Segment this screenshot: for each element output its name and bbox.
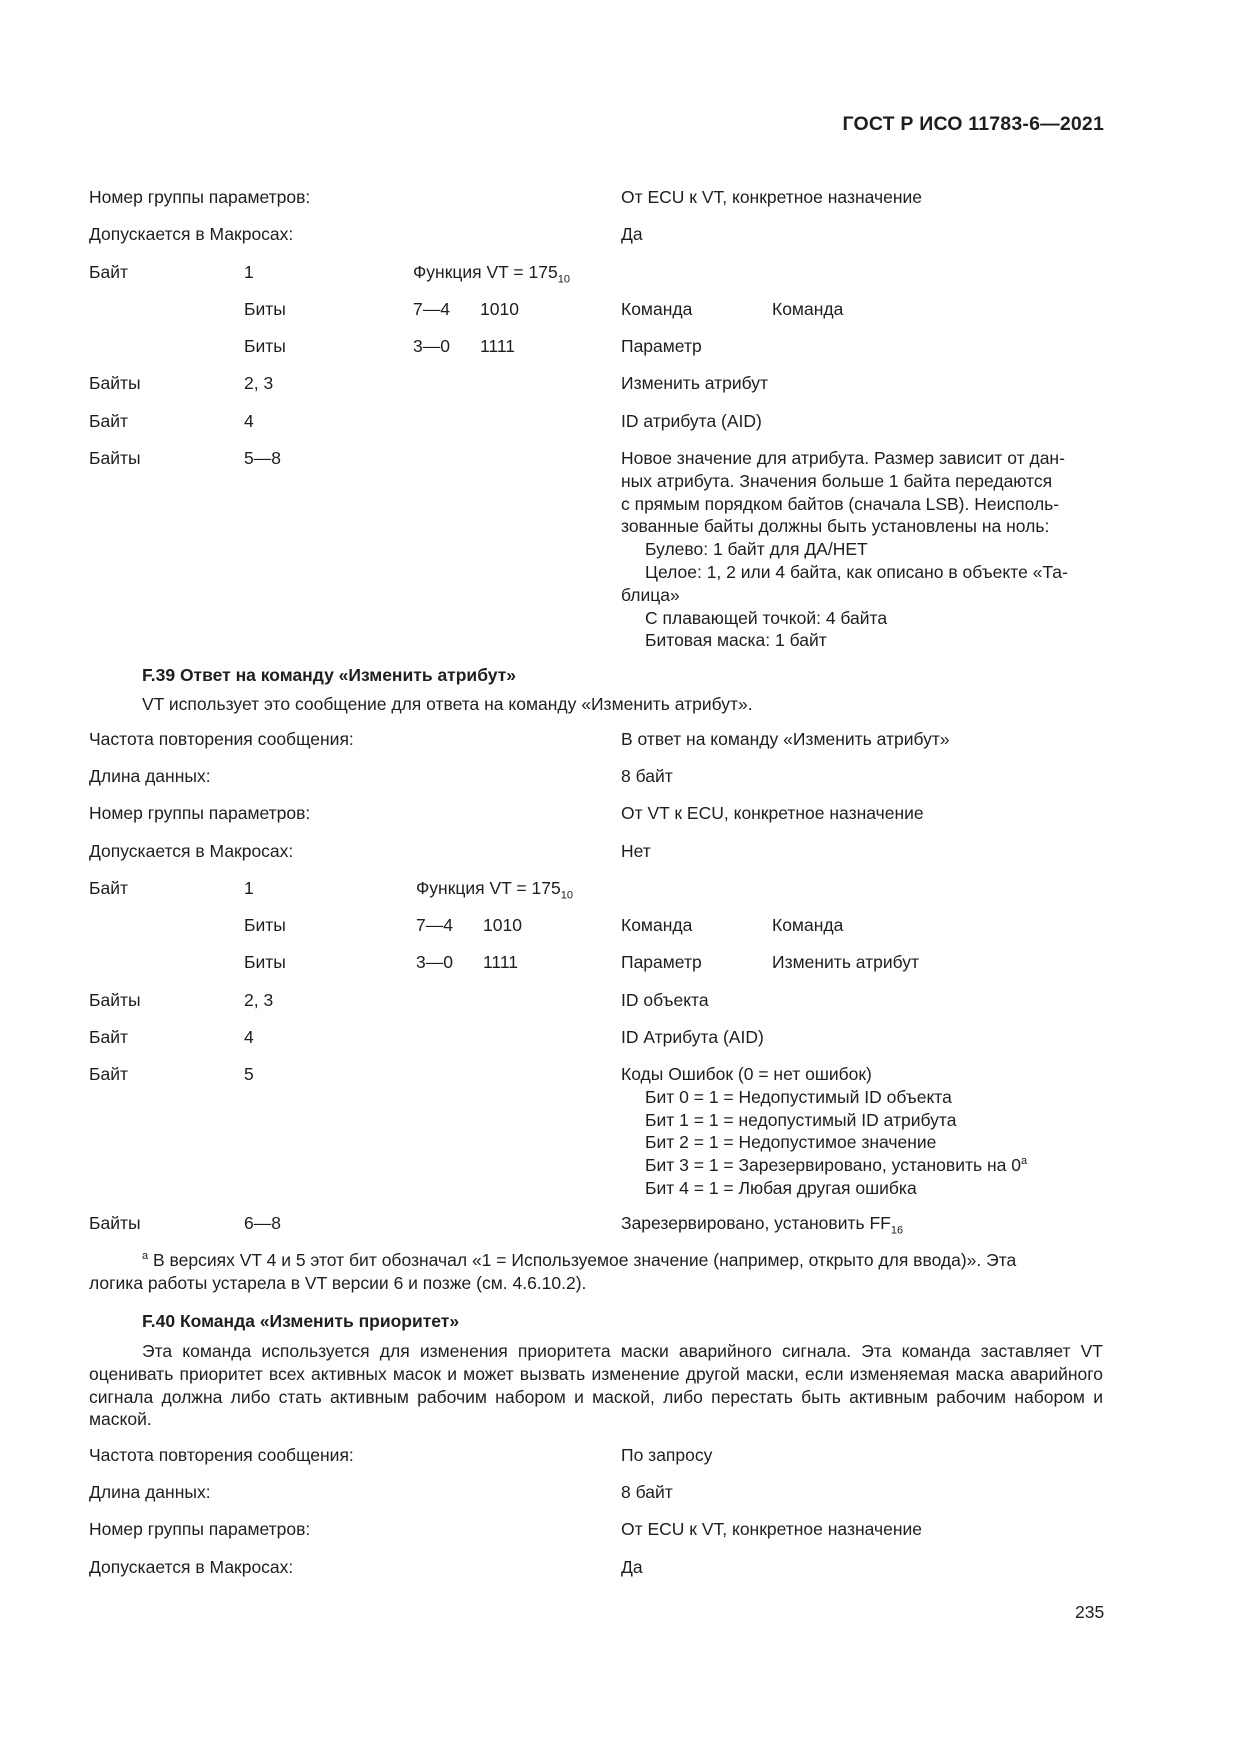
footnote: $^a$ В версиях VT 4 и 5 этот бит обозначал «1 = Используемое значение (например, открыто для ввода)». Эта логика работы устарела в VT версии 6 и позже (см. 4.6.10.2). [89,1250,1017,1293]
f39-byte1-num: 1 [244,878,254,898]
error-code-item: Бит 1 = 1 = недопустимый ID атрибута [645,1109,957,1130]
f39-len-label: Длина данных: [89,766,211,786]
f39-rate-label: Частота повторения сообщения: [89,729,354,749]
bytes23-desc: Изменить атрибут [621,373,769,393]
f39-macro-value: Нет [621,841,651,861]
macro-label: Допускается в Макросах: [89,224,294,244]
bits-hi-value: 1010 [480,299,519,319]
type-integer-cont: блица» [621,584,680,605]
macro-value: Да [621,224,643,244]
bytes23-label: Байты [89,373,141,393]
footnote-marker: a [1020,1155,1028,1168]
f39-bytes23-num: 2, 3 [244,990,274,1010]
byte1-function: Функция VT = $175_{10}$ [413,262,570,286]
f39-bytes68-num: 6—8 [244,1213,281,1233]
f39-macro-label: Допускается в Макросах: [89,841,294,861]
error-code-item: Бит 0 = 1 = Недопустимый ID объекта [645,1086,952,1107]
error-codes-title: Коды Ошибок (0 = нет ошибок) [621,1064,872,1084]
f39-byte1-label: Байт [89,878,129,898]
byte4-desc: ID атрибута (AID) [621,411,762,431]
f39-byte5-num: 5 [244,1064,254,1084]
f39-bytes23-label: Байты [89,990,141,1010]
f39-bits-lo-range: 3—0 [416,952,453,972]
bits-hi-label: Биты [244,299,286,319]
type-boolean: Булево: 1 байт для ДА/НЕТ [645,539,868,560]
f40-pgn-label: Номер группы параметров: [89,1519,311,1539]
f39-byte4-desc: ID Атрибута (AID) [621,1027,764,1047]
bits-lo-label: Биты [244,336,286,356]
f40-len-label: Длина данных: [89,1482,211,1502]
f39-byte4-label: Байт [89,1027,129,1047]
f40-pgn-value: От ECU к VT, конкретное назначение [621,1519,923,1539]
f39-bits-hi-value: 1010 [483,915,522,935]
bytes58-label: Байты [89,448,141,468]
f39-bytes23-desc: ID объекта [621,990,709,1010]
f39-intro: VT использует это сообщение для ответа на команду «Изменить атрибут». [142,694,753,714]
bits-lo-range: 3—0 [413,336,450,356]
f39-bits-hi-range: 7—4 [416,915,453,935]
bits-hi-name: Команда [621,299,693,319]
f40-macro-label: Допускается в Макросах: [89,1557,294,1577]
section-heading-f39: F.39 Ответ на команду «Изменить атрибут» [142,665,517,685]
bits-lo-value: 1111 [480,336,516,356]
f39-byte5-label: Байт [89,1064,129,1084]
f39-bytes68-label: Байты [89,1213,141,1233]
type-bitmask: Битовая маска: 1 байт [645,630,827,651]
f39-bits-hi-desc: Команда [772,915,844,935]
f39-bits-lo-name: Параметр [621,952,702,972]
f39-bits-hi-label: Биты [244,915,286,935]
desc-line: зованные байты должны быть установлены на ноль: [621,516,1050,537]
bits-hi-range: 7—4 [413,299,450,319]
bytes58-num: 5—8 [244,448,281,468]
error-code-item: Бит 4 = 1 = Любая другая ошибка [645,1177,917,1198]
pgn-label: Номер группы параметров: [89,187,311,207]
error-code-item: Бит 3 = 1 = Зарезервировано, установить на 0$^a$ [645,1155,1028,1176]
f39-bits-lo-value: 1111 [483,952,519,972]
bytes58-description [621,447,1095,652]
f40-rate-value: По запросу [621,1445,713,1465]
desc-line: Новое значение для атрибута. Размер зависит от дан- [621,448,1065,468]
f39-bits-lo-label: Биты [244,952,286,972]
type-float: С плавающей точкой: 4 байта [645,607,888,628]
f39-pgn-value: От VT к ECU, конкретное назначение [621,803,924,823]
byte4-num: 4 [244,411,254,431]
f40-paragraph: Эта команда используется для изменения приоритета маски аварийного сигнала. Эта команда заставляет VT оценивать приоритет всех активных масок и может вызвать изменение другой маски, если изменяемая маска аварийного сигнала должна либо стать активным рабочим набором и маской, либо перестать быть активным рабочим набором и маской. [89,1341,1103,1430]
f39-bits-lo-desc: Изменить атрибут [772,952,920,972]
type-integer: Целое: 1, 2 или 4 байта, как описано в объекте «Та- [645,561,1068,582]
f39-rate-value: В ответ на команду «Изменить атрибут» [621,729,950,749]
bytes23-num: 2, 3 [244,373,274,393]
f39-byte4-num: 4 [244,1027,254,1047]
byte1-num: 1 [244,262,254,282]
byte4-label: Байт [89,411,129,431]
footnote-mark: a [142,1250,149,1263]
document-header: ГОСТ Р ИСО 11783-6—2021 [842,113,1104,135]
f40-len-value: 8 байт [621,1482,673,1502]
error-code-item: Бит 2 = 1 = Недопустимое значение [645,1132,937,1153]
desc-line: с прямым порядком байтов (сначала LSB). Неисполь- [621,493,1060,514]
bits-hi-desc: Команда [772,299,844,319]
section-heading-f40: F.40 Команда «Изменить приоритет» [142,1311,460,1331]
byte1-label: Байт [89,262,129,282]
f39-len-value: 8 байт [621,766,673,786]
error-codes-list [621,1063,1027,1200]
f40-macro-value: Да [621,1557,643,1577]
f39-bits-hi-name: Команда [621,915,693,935]
desc-line: ных атрибута. Значения больше 1 байта передаются [621,470,1053,491]
bits-lo-name: Параметр [621,336,702,356]
f39-byte1-function: Функция VT = $175_{10}$ [416,878,573,902]
f40-rate-label: Частота повторения сообщения: [89,1445,354,1465]
pgn-value: От ECU к VT, конкретное назначение [621,187,923,207]
f39-pgn-label: Номер группы параметров: [89,803,311,823]
page-number: 235 [1075,1602,1105,1622]
f39-bytes68-desc: Зарезервировано, установить $FF_{16}$ [621,1213,904,1237]
